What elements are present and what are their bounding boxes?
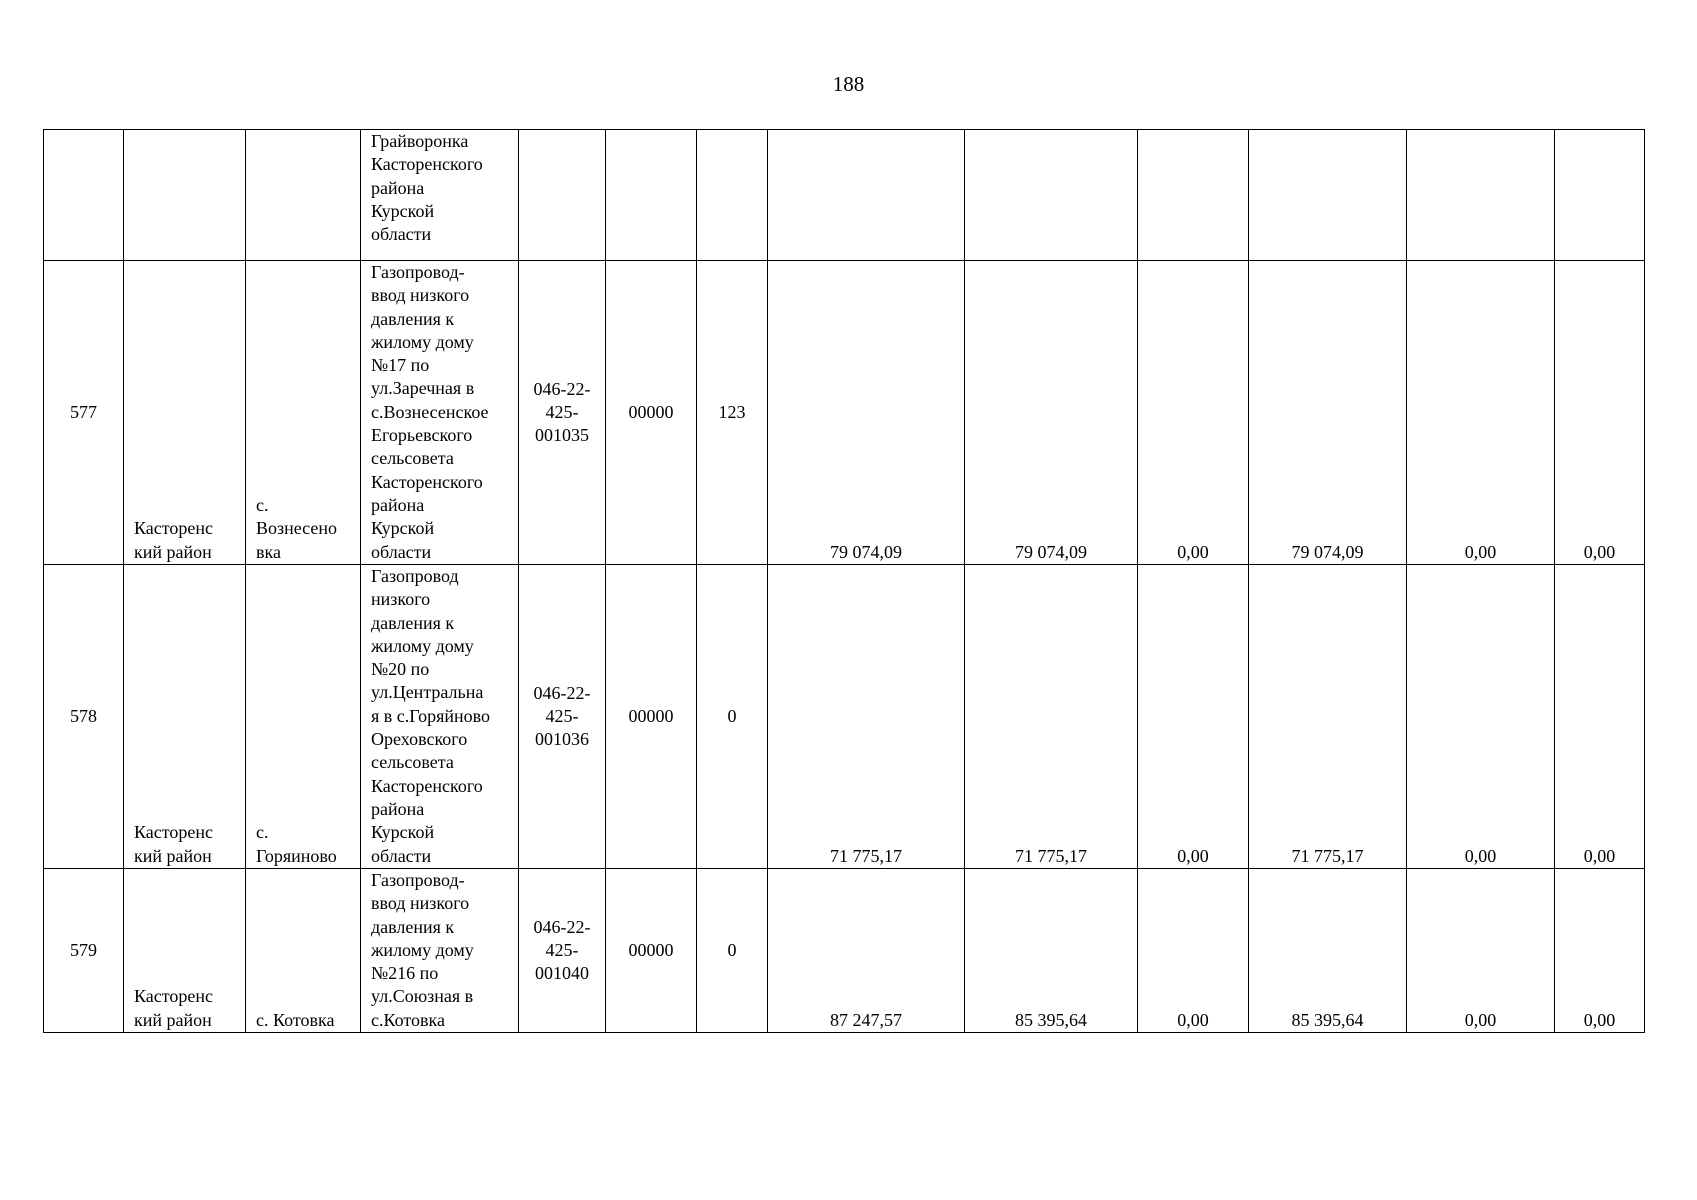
cell-settlement: с. Горяиново [246, 565, 361, 869]
cell-value-1: 87 247,57 [768, 869, 965, 1033]
cell-district: Касторенс кий район [124, 869, 246, 1033]
cell-value-6: 0,00 [1555, 565, 1645, 869]
cell-cadastral: 046-22- 425- 001035 [519, 261, 606, 565]
cell-no: 578 [44, 565, 124, 869]
cell-value-5: 0,00 [1407, 869, 1555, 1033]
cell-code: 00000 [606, 565, 697, 869]
cell-settlement [246, 130, 361, 261]
cell-value-2: 79 074,09 [965, 261, 1138, 565]
cell-settlement: с. Котовка [246, 869, 361, 1033]
cell-value-3 [1138, 130, 1249, 261]
cell-value-1: 79 074,09 [768, 261, 965, 565]
cell-object-name: Газопровод- ввод низкого давления к жилому дому №17 по ул.Заречная в с.Вознесенское Егорьевского сельсовета Касторенского района Курской области [361, 261, 519, 565]
cell-value-5 [1407, 130, 1555, 261]
cell-code [606, 130, 697, 261]
register-table [43, 129, 1645, 1033]
cell-object-name: Грайворонка Касторенского района Курской области [361, 130, 519, 261]
cell-value-6: 0,00 [1555, 261, 1645, 565]
cell-code: 00000 [606, 261, 697, 565]
cell-value-4 [1249, 130, 1407, 261]
cell-no: 579 [44, 869, 124, 1033]
cell-value-4: 85 395,64 [1249, 869, 1407, 1033]
cell-cadastral: 046-22- 425- 001040 [519, 869, 606, 1033]
cell-value-2 [965, 130, 1138, 261]
table-row [44, 869, 1645, 1033]
cell-value-6: 0,00 [1555, 869, 1645, 1033]
cell-extra: 0 [697, 869, 768, 1033]
table-row [44, 130, 1645, 261]
table-row [44, 565, 1645, 869]
cell-district: Касторенс кий район [124, 261, 246, 565]
cell-object-name: Газопровод- ввод низкого давления к жилому дому №216 по ул.Союзная в с.Котовка [361, 869, 519, 1033]
cell-settlement: с. Вознесено вка [246, 261, 361, 565]
cell-no: 577 [44, 261, 124, 565]
cell-extra [697, 130, 768, 261]
cell-value-4: 71 775,17 [1249, 565, 1407, 869]
cell-no [44, 130, 124, 261]
cell-value-2: 71 775,17 [965, 565, 1138, 869]
cell-value-3: 0,00 [1138, 261, 1249, 565]
cell-value-4: 79 074,09 [1249, 261, 1407, 565]
cell-value-3: 0,00 [1138, 565, 1249, 869]
table-row [44, 261, 1645, 565]
cell-code: 00000 [606, 869, 697, 1033]
cell-cadastral: 046-22- 425- 001036 [519, 565, 606, 869]
cell-cadastral [519, 130, 606, 261]
cell-district [124, 130, 246, 261]
cell-object-name: Газопровод низкого давления к жилому дому №20 по ул.Центральна я в с.Горяйново Ореховского сельсовета Касторенского района Курской области [361, 565, 519, 869]
cell-value-2: 85 395,64 [965, 869, 1138, 1033]
cell-value-6 [1555, 130, 1645, 261]
cell-value-1 [768, 130, 965, 261]
cell-value-1: 71 775,17 [768, 565, 965, 869]
cell-extra: 123 [697, 261, 768, 565]
page-number: 188 [832, 72, 865, 96]
cell-value-5: 0,00 [1407, 565, 1555, 869]
cell-value-3: 0,00 [1138, 869, 1249, 1033]
cell-value-5: 0,00 [1407, 261, 1555, 565]
cell-extra: 0 [697, 565, 768, 869]
cell-district: Касторенс кий район [124, 565, 246, 869]
